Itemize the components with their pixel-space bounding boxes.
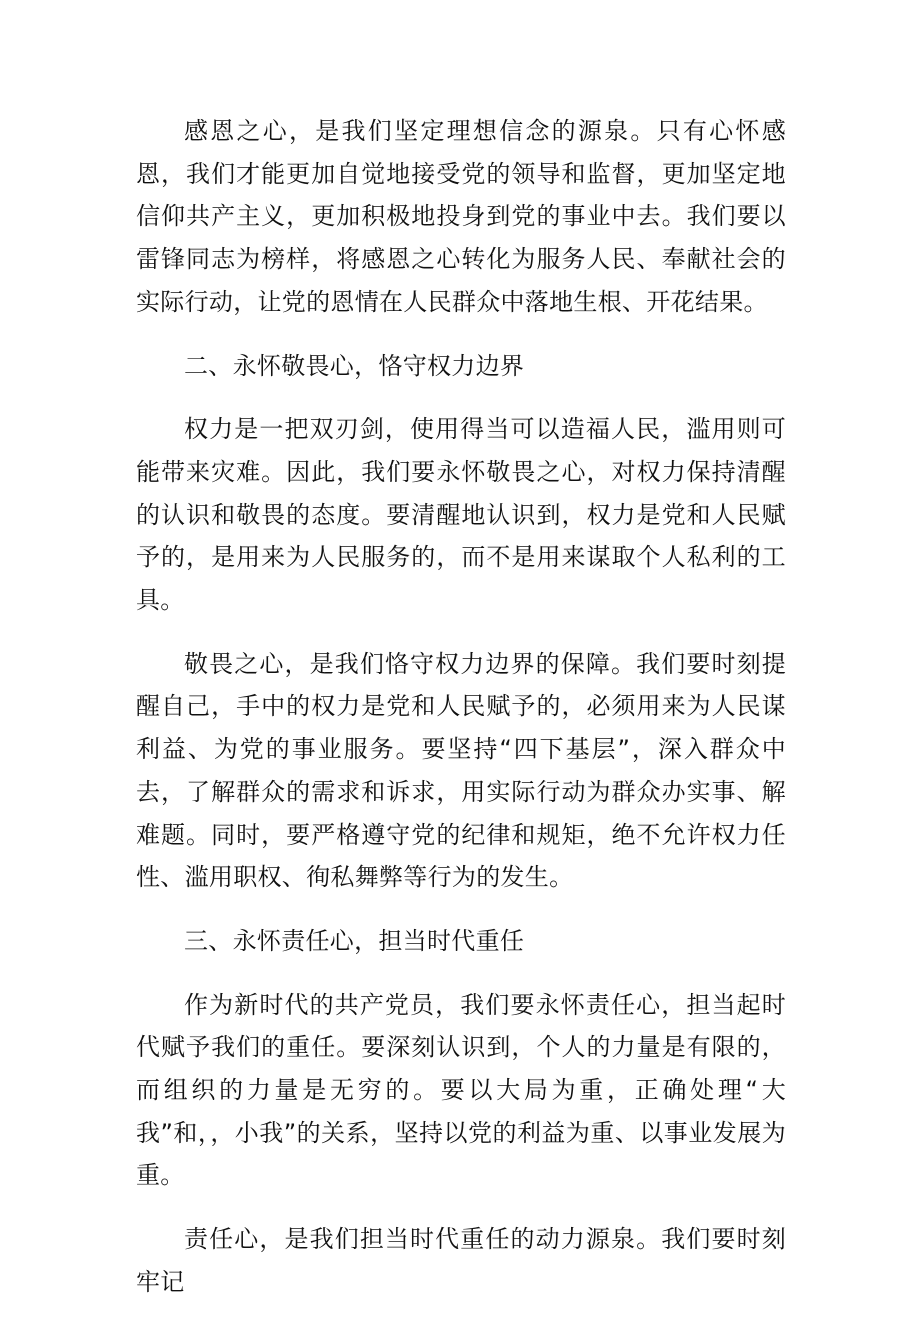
document-body	[136, 110, 786, 1325]
paragraph-gratitude: 感恩之心，是我们坚定理想信念的源泉。只有心怀感恩，我们才能更加自觉地接受党的领导和监督，更加坚定地信仰共产主义，更加积极地投身到党的事业中去。我们要以雷锋同志为榜样，将感恩之心转化为服务人民、奉献社会的实际行动，让党的恩情在人民群众中落地生根、开花结果。	[136, 117, 786, 316]
paragraph-responsibility: 责任心，是我们担当时代重任的动力源泉。我们要时刻牢记	[136, 1225, 786, 1296]
section-heading-reverence: 二、永怀敬畏心，恪守权力边界	[184, 351, 525, 380]
paragraph-new-era: 作为新时代的共产党员，我们要永怀责任心，担当起时代赋予我们的重任。要深刻认识到，个人的力量是有限的，而组织的力量是无穷的。要以大局为重，正确处理“大我”和，，小我”的关系，坚持以党的利益为重、以事业发展为重。	[136, 990, 786, 1190]
section-heading-responsibility: 三、永怀责任心，担当时代重任	[184, 926, 525, 955]
paragraph-power: 权力是一把双刃剑，使用得当可以造福人民，滥用则可能带来灾难。因此，我们要永怀敬畏之心，对权力保持清醒的认识和敬畏的态度。要清醒地认识到，权力是党和人民赋予的，是用来为人民服务的，而不是用来谋取个人私利的工具。	[136, 415, 786, 615]
paragraph-reverence: 敬畏之心，是我们恪守权力边界的保障。我们要时刻提醒自己，手中的权力是党和人民赋予的，必须用来为人民谋利益、为党的事业服务。要坚持“四下基层”，深入群众中去，了解群众的需求和诉求，用实际行动为群众办实事、解难题。同时，要严格遵守党的纪律和规矩，绝不允许权力任性、滥用职权、徇私舞弊等行为的发生。	[136, 649, 786, 892]
